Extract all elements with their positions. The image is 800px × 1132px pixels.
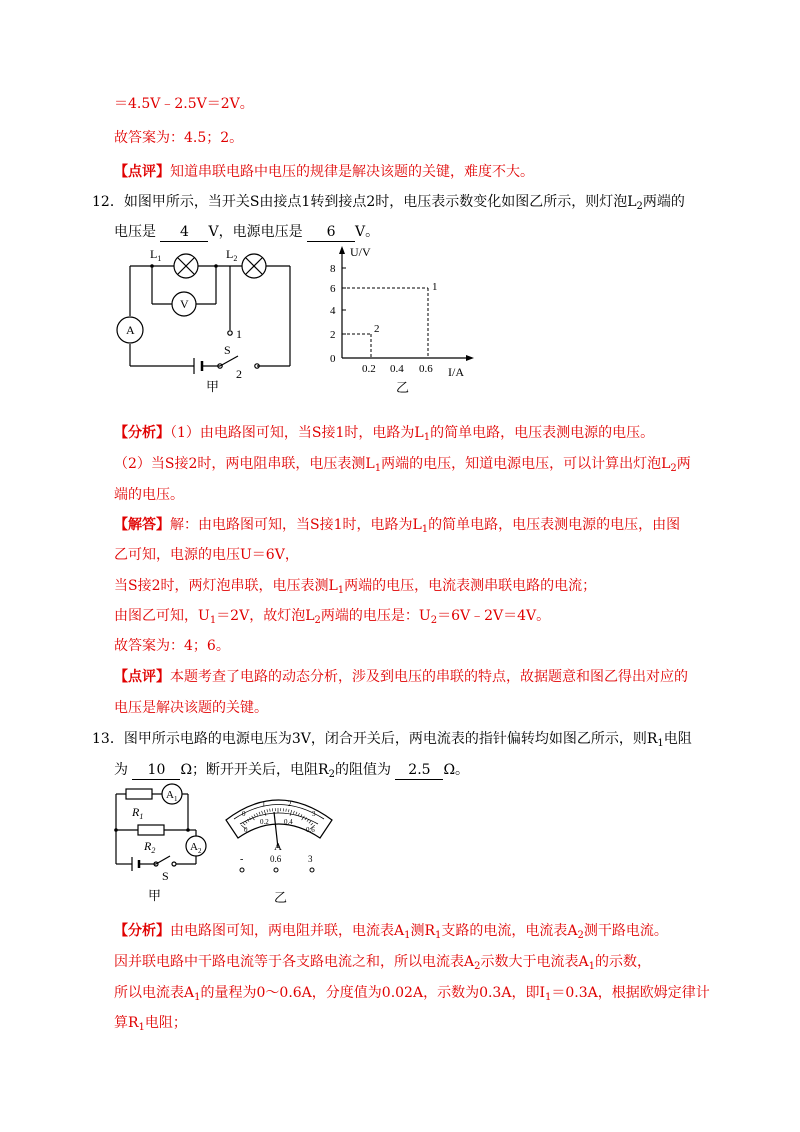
contact-2-label: 2: [236, 367, 242, 381]
figure-label: 甲: [148, 888, 162, 903]
dial-tick: [286, 809, 287, 812]
answer-blank: 2.5: [395, 761, 443, 780]
q11-comment-line: 【点评】知道串联电路中电压的规律是解决该题的关键，难度不大。: [114, 164, 534, 180]
dial-tick: [270, 809, 271, 812]
q12-answer-line: 故答案为：4；6。: [114, 638, 230, 654]
dial-tick: [307, 819, 309, 821]
dial-tick: [264, 810, 266, 816]
dial-tick: [288, 809, 289, 812]
y-tick: 0: [330, 353, 336, 365]
ammeter-label: A: [126, 323, 135, 337]
question-number: 13．: [92, 731, 124, 747]
question-number: 12．: [92, 194, 124, 210]
terminal-label: 0.6: [270, 854, 282, 864]
bottom-scale-tick: 0.4: [284, 818, 293, 826]
figure-label: 乙: [274, 890, 288, 905]
top-scale-tick: 1: [262, 800, 266, 808]
q13-analysis-line1: 【分析】由电路图可知，两电阻并联，电流表$A_1$测$R_1$支路的电流，电流表$A_2$测干路电流。: [114, 923, 668, 941]
contact-1-label: 1: [236, 327, 242, 341]
q13-analysis-line4: 算$R_1$电阻；: [114, 1015, 187, 1033]
terminal-post: [310, 868, 314, 872]
terminal-label: 3: [308, 854, 313, 864]
dial-tick: [311, 823, 313, 825]
answer-blank: 6: [307, 223, 355, 242]
switch-label: S: [162, 869, 169, 883]
terminal-post: [274, 868, 278, 872]
x-axis-label: I/A: [448, 365, 464, 379]
y-tick: 4: [330, 305, 336, 317]
bottom-scale-tick: 0: [244, 826, 248, 834]
q12-circuit-diagram: [112, 244, 302, 394]
q13-ammeter-dial: [222, 786, 340, 908]
dial-tick: [254, 814, 256, 817]
q12-stem-line2: 电压是 4 V，电源电压是 6 V。: [114, 224, 380, 240]
terminal-post: [240, 868, 244, 872]
lamp-l2-label: $L_2$: [226, 247, 238, 263]
q13-circuit-diagram: [108, 782, 218, 906]
q12-analysis-line2: （2）当S接2时，两电阻串联，电压表测$L_1$两端的电压，知道电源电压，可以计算出灯泡$L_2$两: [114, 456, 691, 474]
q13-stem-line1: 13．图甲所示电路的电源电压为3V，闭合开关后，两电流表的指针偏转均如图乙所示，则$R_1$电阻: [92, 731, 692, 749]
comment-tag: 【点评】: [114, 669, 170, 685]
analysis-tag: 【分析】: [114, 425, 170, 441]
q11-answer-line: 故答案为：4.5；2。: [114, 130, 244, 146]
q12-analysis-line3: 端的电压。: [114, 487, 184, 503]
dial-tick: [290, 810, 292, 816]
point-2-label: 2: [374, 323, 380, 335]
dial-tick: [259, 812, 260, 815]
q13-analysis-line2: 因并联电路中干路电流等于各支路电流之和，所以电流表$A_2$示数大于电流表$A_1$的示数，: [114, 954, 651, 972]
dial-tick: [293, 811, 294, 814]
top-scale-tick: 0: [242, 810, 246, 818]
ammeter-a2-label: $A_2$: [190, 841, 202, 855]
q12-ui-graph: [322, 242, 482, 396]
q12-solution-line3: 当S接2时，两灯泡串联，电压表测$L_1$两端的电压，电流表测串联电路的电流；: [114, 578, 597, 596]
dial-tick: [298, 813, 299, 816]
dial-tick: [245, 821, 247, 823]
q13-analysis-line3: 所以电流表$A_1$的量程为0～0.6A，分度值为0.02A，示数为0.3A，即$I_1=0.3A$，根据欧姆定律计: [114, 985, 710, 1003]
q12-analysis-line1: 【分析】（1）由电路图可知，当S接1时，电路为$L_1$的简单电路，电压表测电源的电压。: [114, 425, 655, 443]
figure-label: 乙: [396, 380, 410, 395]
bottom-scale-tick: 0.2: [260, 818, 269, 826]
point-1-label: 1: [432, 281, 438, 293]
dial-tick: [309, 821, 311, 823]
x-tick: 0.2: [362, 363, 376, 375]
figure-label: 甲: [206, 379, 220, 394]
q12-solution-line1: 【解答】解：由电路图可知，当S接1时，电路为$L_1$的简单电路，电压表测电源的电压，由图: [114, 517, 681, 535]
dial-tick: [243, 823, 245, 825]
analysis-tag: 【分析】: [114, 923, 170, 939]
resistor-r2-label: $R_2$: [144, 839, 156, 855]
unit-label: A: [274, 841, 282, 853]
comment-tag: 【点评】: [114, 164, 170, 180]
dial-tick: [267, 809, 268, 812]
answer-blank: 10: [132, 761, 180, 780]
q12-comment-line1: 【点评】本题考查了电路的动态分析，涉及到电压的串联的特点，故据题意和图乙得出对应的: [114, 669, 688, 685]
bottom-scale-tick: 0.6: [306, 826, 315, 834]
q13-stem-line2: 为 10 Ω；断开开关后，电阻$R_2$的阻值为 2.5 Ω。: [114, 762, 470, 780]
dial-tick: [256, 813, 257, 816]
q12-stem-line1: 12．如图甲所示，当开关S由接点1转到接点2时，电压表示数变化如图乙所示，则灯泡$L_2$两端的: [92, 194, 685, 212]
resistor-r1-label: $R_1$: [132, 805, 144, 821]
y-axis-label: U/V: [350, 245, 371, 259]
q12-comment-line2: 电压是解决该题的关键。: [114, 700, 268, 716]
top-scale-tick: 2: [288, 800, 292, 808]
q12-solution-line2: 乙可知，电源的电压U＝6V，: [114, 547, 299, 563]
ammeter-a1-label: $A_1$: [166, 789, 178, 803]
y-tick: 8: [330, 263, 336, 275]
dial-tick: [262, 811, 263, 814]
terminal-label: -: [240, 854, 244, 865]
dial-tick: [296, 812, 297, 815]
lamp-l1-label: $L_1$: [150, 247, 162, 263]
x-tick: 0.4: [390, 363, 404, 375]
switch-label: S: [224, 343, 231, 357]
answer-blank: 4: [160, 223, 208, 242]
solution-tag: 【解答】: [114, 517, 170, 533]
voltmeter-label: V: [180, 297, 189, 311]
y-tick: 6: [330, 283, 336, 295]
y-tick: 2: [330, 329, 336, 341]
x-tick: 0.6: [419, 363, 433, 375]
q12-solution-line4: 由图乙可知，$U_1=2V$，故灯泡$L_2$两端的电压是：$U_2=6V﹣2V=4V$。: [114, 608, 551, 626]
q11-calc-line: ＝4.5V﹣2.5V＝2V。: [114, 96, 254, 112]
top-scale-tick: 3: [312, 810, 316, 818]
